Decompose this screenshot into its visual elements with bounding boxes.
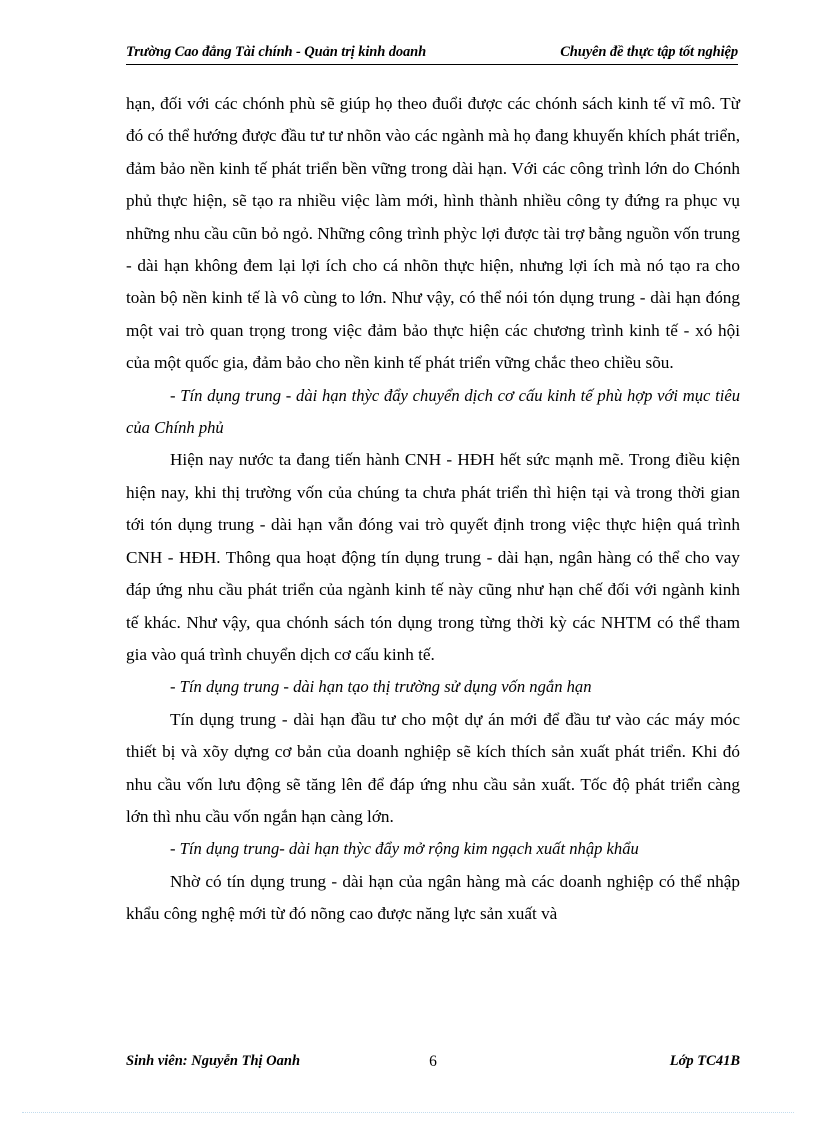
subheading-3: - Tín dụng trung- dài hạn thỳc đẩy mở rộng kim ngạch xuất nhập khẩu bbox=[170, 839, 639, 859]
document-body bbox=[126, 88, 740, 931]
page-footer bbox=[126, 1053, 740, 1070]
paragraph-3: Tín dụng trung - dài hạn đầu tư cho một dự án mới để đầu tư vào các máy móc thiết bị và xõy dựng cơ bản của doanh nghiệp sẽ kích thích sản xuất phát triển. Khi đó nhu cầu vốn lưu động sẽ tăng lên để đáp ứng nhu cầu sản xuất. Tốc độ phát triển càng lớn thì nhu cầu vốn ngắn hạn càng lớn. bbox=[126, 709, 740, 826]
header-left-text: Trường Cao đẳng Tài chính - Quản trị kinh doanh bbox=[126, 44, 427, 60]
footer-class-label: Lớp TC41B bbox=[669, 1053, 740, 1069]
header-right-text: Chuyên đề thực tập tốt nghiệp bbox=[560, 44, 738, 60]
paragraph-2: Hiện nay nước ta đang tiến hành CNH - HĐH hết sức mạnh mẽ. Trong điều kiện hiện nay, khi thị trường vốn của chúng ta chưa phát triển thì hiện tại và trong thời gian tới tón dụng trung - dài hạn vẫn đóng vai trò quyết định trong việc thực hiện quá trình CNH - HĐH. Thông qua hoạt động tín dụng trung - dài hạn, ngân hàng có thể cho vay đáp ứng nhu cầu phát triển của ngành kinh tế này cũng như hạn chế đối với ngành kinh tế khác. Như vậy, qua chónh sách tón dụng trong từng thời kỳ các NHTM có thể tham gia vào quá trình chuyển dịch cơ cấu kinh tế. bbox=[126, 450, 740, 664]
subheading-2: - Tín dụng trung - dài hạn tạo thị trường sử dụng vốn ngắn hạn bbox=[170, 677, 592, 697]
paragraph-1: hạn, đối với các chónh phù sẽ giúp họ theo đuổi được các chónh sách kinh tế vĩ mô. Từ đó có thể hướng được đầu tư tư nhõn vào các ngành mà họ đang khuyến khích phát triển, đảm bảo nền kinh tế phát triển bền vững trong dài hạn. Với các công trình lớn do Chónh phủ thực hiện, sẽ tạo ra nhiều việc làm mới, hình thành nhiều công ty đứng ra phục vụ những nhu cầu cũn bỏ ngỏ. Những công trình phỳc lợi được tài trợ bằng nguồn vốn trung - dài hạn không đem lại lợi ích cho cá nhõn thực hiện, nhưng lợi ích mà nó tạo ra cho toàn bộ nền kinh tế là vô cùng to lớn. Như vậy, có thể nói tón dụng trung - dài hạn đóng một vai trò quan trọng trong việc đảm bảo thực hiện các chương trình kinh tế - xó hội của một quốc gia, đảm bảo cho nền kinh tế phát triển vững chắc theo chiều sõu. bbox=[126, 94, 740, 373]
subheading-1: - Tín dụng trung - dài hạn thỳc đẩy chuyển dịch cơ cấu kinh tế phù hợp với mục tiêu của Chính phủ bbox=[126, 385, 740, 438]
page-number: 6 bbox=[429, 1053, 437, 1070]
page-header bbox=[126, 44, 738, 65]
scan-artifact-line bbox=[22, 1112, 794, 1114]
footer-student-name: Sinh viên: Nguyễn Thị Oanh bbox=[126, 1053, 301, 1069]
paragraph-4: Nhờ có tín dụng trung - dài hạn của ngân hàng mà các doanh nghiệp có thể nhập khẩu công nghệ mới từ đó nõng cao được năng lực sản xuất và bbox=[126, 871, 740, 924]
